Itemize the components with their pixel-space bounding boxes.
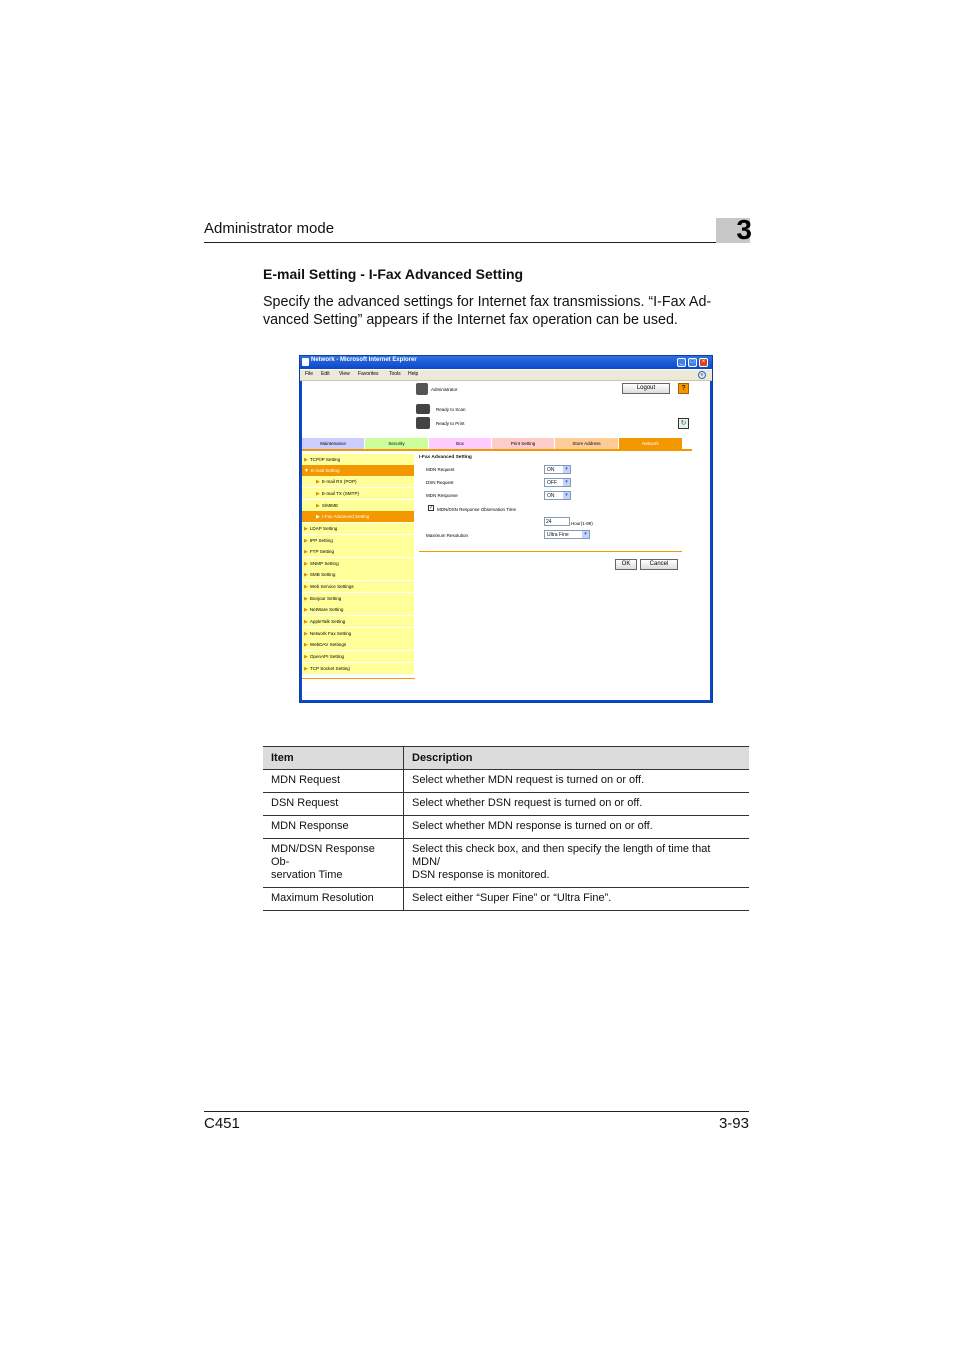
administrator-icon bbox=[416, 383, 428, 395]
dsn-request-select[interactable]: OFF ▾ bbox=[544, 478, 571, 487]
chapter-number: 3 bbox=[736, 214, 752, 245]
ok-button[interactable]: OK bbox=[615, 559, 637, 570]
tab-maintenance[interactable]: Maintenance bbox=[302, 438, 364, 449]
intro-paragraph bbox=[263, 293, 733, 329]
maximize-icon[interactable]: □ bbox=[688, 358, 697, 367]
sidebar-item-ipp[interactable]: ▶ IPP Setting bbox=[302, 535, 414, 547]
help-icon[interactable]: ? bbox=[678, 383, 689, 394]
sidebar-item-ldap[interactable]: ▶ LDAP Setting bbox=[302, 523, 414, 535]
footer-model: C451 bbox=[204, 1115, 240, 1132]
sidebar-item-smime[interactable]: ▶ S/MIME bbox=[302, 500, 414, 512]
tab-network[interactable]: Network bbox=[619, 438, 682, 449]
table-cell-item: Maximum Resolution bbox=[263, 888, 404, 911]
max-resolution-label: Maximum Resolution bbox=[426, 533, 469, 538]
table-cell-description: Select whether MDN request is turned on or off. bbox=[404, 770, 750, 793]
sidebar-item-bonjour[interactable]: ▶ Bonjour Setting bbox=[302, 593, 414, 605]
mdn-response-label: MDN Response bbox=[426, 493, 458, 498]
tab-store-address[interactable]: Store Address bbox=[555, 438, 618, 449]
window-titlebar bbox=[300, 356, 712, 369]
sidebar-item-email-tx[interactable]: ▶ E-mail TX (SMTP) bbox=[302, 488, 414, 500]
sidebar-item-smb[interactable]: ▶ SMB Setting bbox=[302, 569, 414, 581]
max-resolution-select[interactable]: Ultra Fine ▾ bbox=[544, 530, 590, 539]
ie-window-icon bbox=[302, 358, 309, 366]
menu-tools[interactable]: Tools bbox=[389, 371, 401, 377]
table-cell-item: MDN Response bbox=[263, 816, 404, 839]
sidebar-item-email-rx[interactable]: ▶ E-mail RX (POP) bbox=[302, 476, 414, 488]
table-cell-description: Select whether DSN request is turned on or off. bbox=[404, 793, 750, 816]
table-header-description: Description bbox=[404, 747, 750, 770]
window-title: Network - Microsoft Internet Explorer bbox=[311, 357, 417, 363]
sidebar-item-tcpip[interactable]: ▶ TCP/IP Setting bbox=[302, 454, 414, 466]
chevron-down-icon: ▾ bbox=[563, 479, 570, 486]
table-header-row bbox=[263, 747, 749, 770]
header-rule bbox=[204, 242, 749, 243]
scanner-icon bbox=[416, 404, 430, 414]
menu-bar bbox=[300, 370, 712, 381]
menu-file[interactable]: File bbox=[305, 371, 314, 377]
sidebar-item-snmp[interactable]: ▶ SNMP Setting bbox=[302, 558, 414, 570]
table-header-item: Item bbox=[263, 747, 404, 770]
table-row bbox=[263, 839, 749, 888]
observation-time-input[interactable]: 24 bbox=[544, 517, 570, 526]
observation-unit: Hour(1-99) bbox=[571, 521, 593, 526]
table-cell-description: Select either “Super Fine” or “Ultra Fine”. bbox=[404, 888, 750, 911]
menu-edit[interactable]: Edit bbox=[321, 371, 330, 377]
chevron-down-icon: ▾ bbox=[563, 492, 570, 499]
tab-box[interactable]: Box bbox=[429, 438, 491, 449]
intro-line-2: vanced Setting” appears if the Internet fax operation can be used. bbox=[263, 312, 678, 328]
refresh-icon[interactable]: ↻ bbox=[678, 418, 689, 429]
table-row bbox=[263, 770, 749, 793]
logout-button[interactable]: Logout bbox=[622, 383, 670, 394]
sidebar-item-ifax-advanced[interactable]: ▶ I-Fax Advanced Setting bbox=[302, 511, 414, 523]
content-title: I-Fax Advanced Setting bbox=[419, 455, 472, 460]
chevron-down-icon: ▾ bbox=[582, 531, 589, 538]
observation-label: MDN/DSN Response Observation Time bbox=[437, 507, 517, 512]
footer-rule bbox=[204, 1111, 749, 1112]
footer-page-number: 3-93 bbox=[718, 1115, 749, 1132]
sidebar-item-webdav[interactable]: ▶ WebDAV Settings bbox=[302, 639, 414, 651]
tab-print-setting[interactable]: Print Setting bbox=[492, 438, 554, 449]
table-cell-item: MDN Request bbox=[263, 770, 404, 793]
sidebar-item-web-service[interactable]: ▶ Web Service Settings bbox=[302, 581, 414, 593]
table-cell-description: Select whether MDN response is turned on or off. bbox=[404, 816, 750, 839]
table-row bbox=[263, 793, 749, 816]
sidebar-item-network-fax[interactable]: ▶ Network Fax Setting bbox=[302, 628, 414, 640]
status-scan: Ready to Scan bbox=[436, 407, 466, 412]
status-print: Ready to Print bbox=[436, 421, 465, 426]
menu-view[interactable]: View bbox=[339, 371, 350, 377]
admin-label: Administrator bbox=[431, 387, 458, 392]
close-icon[interactable]: × bbox=[699, 358, 708, 367]
dsn-request-label: DSN Request bbox=[426, 480, 454, 485]
ie-logo-icon: e bbox=[698, 371, 706, 379]
sidebar-item-openapi[interactable]: ▶ OpenAPI Setting bbox=[302, 651, 414, 663]
table-cell-item: MDN/DSN Response Ob- servation Time bbox=[263, 839, 404, 888]
table-row bbox=[263, 888, 749, 911]
menu-help[interactable]: Help bbox=[408, 371, 419, 377]
minimize-icon[interactable]: _ bbox=[677, 358, 686, 367]
mdn-request-select[interactable]: ON ▾ bbox=[544, 465, 571, 474]
chevron-down-icon: ▾ bbox=[563, 466, 570, 473]
printer-icon bbox=[416, 417, 430, 429]
sidebar-item-ftp[interactable]: ▶ FTP Setting bbox=[302, 546, 414, 558]
mdn-request-label: MDN Request bbox=[426, 467, 455, 472]
page-header-title: Administrator mode bbox=[204, 220, 335, 237]
tab-underline bbox=[302, 449, 692, 451]
content-divider bbox=[419, 551, 682, 552]
sidebar-bottom-rule bbox=[302, 678, 415, 679]
menu-favorites[interactable]: Favorites bbox=[358, 371, 379, 377]
sidebar-item-tcp-socket[interactable]: ▶ TCP Socket Setting bbox=[302, 663, 414, 675]
table-cell-description: Select this check box, and then specify the length of time that MDN/ DSN response is monitored. bbox=[404, 839, 750, 888]
sidebar-item-netware[interactable]: ▶ NetWare Setting bbox=[302, 604, 414, 616]
sidebar-item-appletalk[interactable]: ▶ AppleTalk Setting bbox=[302, 616, 414, 628]
section-title: E-mail Setting - I-Fax Advanced Setting bbox=[263, 266, 524, 282]
table-row bbox=[263, 816, 749, 839]
cancel-button[interactable]: Cancel bbox=[640, 559, 678, 570]
mdn-response-select[interactable]: ON ▾ bbox=[544, 491, 571, 500]
observation-checkbox[interactable]: ✓ bbox=[429, 505, 434, 511]
intro-line-1: Specify the advanced settings for Internet fax transmissions. “I-Fax Ad- bbox=[263, 294, 712, 310]
browser-window-screenshot bbox=[299, 355, 713, 703]
tab-security[interactable]: Security bbox=[365, 438, 428, 449]
settings-table bbox=[263, 746, 749, 911]
table-cell-item: DSN Request bbox=[263, 793, 404, 816]
sidebar-item-email[interactable]: ▼ E-mail Setting bbox=[302, 465, 414, 477]
